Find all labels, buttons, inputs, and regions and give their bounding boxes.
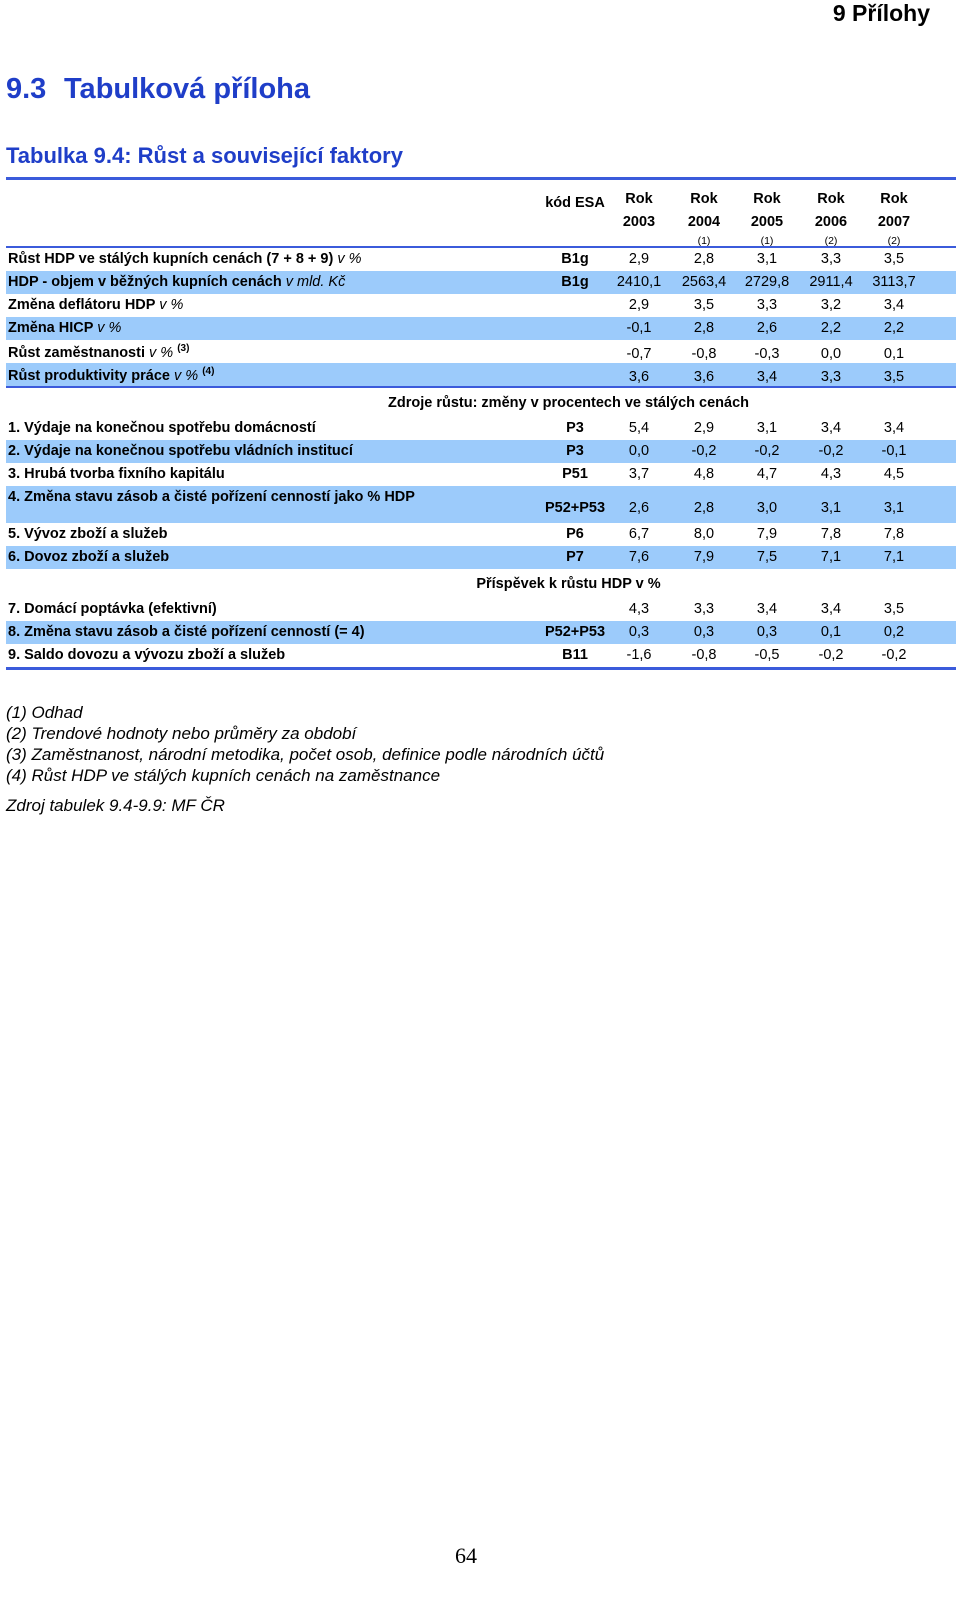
value-cell: 3,6 bbox=[693, 369, 715, 385]
value-cell: 2563,4 bbox=[681, 274, 727, 290]
row-unit: v mld. Kč bbox=[285, 274, 346, 290]
row-label-text: 6. Dovoz zboží a služeb bbox=[8, 549, 170, 565]
year-note: (1) bbox=[760, 235, 774, 247]
value-cell: 3,3 bbox=[693, 601, 715, 617]
footnote: (3) Zaměstnanost, národní metodika, počet osob, definice podle národních účtů bbox=[6, 745, 605, 764]
esa-code: P52+P53 bbox=[544, 624, 606, 640]
row-label bbox=[8, 274, 345, 290]
year-column-header bbox=[671, 188, 737, 248]
value-cell: 7,8 bbox=[883, 526, 905, 542]
value-cell: 3,6 bbox=[628, 369, 650, 385]
table-row bbox=[6, 248, 956, 271]
table-row bbox=[6, 621, 956, 644]
value-cell: 4,5 bbox=[883, 466, 905, 482]
value-cell: 3,0 bbox=[756, 500, 778, 516]
table-row bbox=[6, 463, 956, 486]
value-cell: 7,8 bbox=[820, 526, 842, 542]
esa-code: P6 bbox=[566, 526, 584, 542]
source-note: Zdroj tabulek 9.4-9.9: MF ČR bbox=[6, 796, 225, 815]
value-cell: 3,4 bbox=[820, 420, 842, 436]
row-label-text: Růst produktivity práce bbox=[8, 367, 170, 384]
row-label bbox=[8, 320, 121, 336]
value-cell: 3,1 bbox=[820, 500, 842, 516]
value-cell: 2,9 bbox=[693, 420, 715, 436]
main-indicators bbox=[6, 248, 956, 386]
esa-code: P7 bbox=[566, 549, 584, 565]
value-cell: 0,3 bbox=[756, 624, 778, 640]
value-cell: -0,2 bbox=[691, 443, 717, 459]
row-label bbox=[8, 297, 183, 313]
value-cell: 2,9 bbox=[628, 251, 650, 267]
year-note: (1) bbox=[697, 235, 711, 247]
value-cell: 7,9 bbox=[693, 549, 715, 565]
table-row bbox=[6, 317, 956, 340]
row-label bbox=[8, 443, 353, 459]
year-label: Rok bbox=[817, 191, 845, 207]
year-column-header bbox=[734, 188, 800, 248]
value-cell: -0,2 bbox=[818, 647, 844, 663]
row-label-text: Změna HICP bbox=[8, 320, 94, 336]
value-cell: 0,1 bbox=[883, 346, 905, 362]
row-label-text: Růst HDP ve stálých kupních cenách (7 + 8 + 9) bbox=[8, 251, 334, 267]
table-row bbox=[6, 363, 956, 386]
value-cell: 3,1 bbox=[756, 251, 778, 267]
value-cell: 0,3 bbox=[628, 624, 650, 640]
value-cell: 3,5 bbox=[883, 601, 905, 617]
row-unit: v % bbox=[97, 320, 122, 336]
value-cell: 4,7 bbox=[756, 466, 778, 482]
growth-sources bbox=[6, 417, 956, 569]
esa-code: B1g bbox=[561, 274, 589, 290]
year-value: 2005 bbox=[750, 214, 784, 230]
year-label: Rok bbox=[690, 191, 718, 207]
row-label bbox=[8, 624, 365, 640]
footnote: (4) Růst HDP ve stálých kupních cenách na zaměstnance bbox=[6, 766, 441, 785]
value-cell: -0,8 bbox=[691, 346, 717, 362]
row-label-text: 8. Změna stavu zásob a čisté pořízení cenností (= 4) bbox=[8, 624, 365, 640]
row-label-text: 9. Saldo dovozu a vývozu zboží a služeb bbox=[8, 647, 286, 663]
row-label bbox=[8, 489, 415, 505]
row-label-text: 2. Výdaje na konečnou spotřebu vládních institucí bbox=[8, 443, 353, 459]
value-cell: 2911,4 bbox=[809, 274, 853, 290]
section-title: Tabulková příloha bbox=[64, 73, 311, 105]
year-label: Rok bbox=[880, 191, 908, 207]
growth-table bbox=[6, 177, 956, 670]
value-cell: 8,0 bbox=[693, 526, 715, 542]
value-cell: 6,7 bbox=[628, 526, 650, 542]
row-label bbox=[8, 601, 217, 617]
table-row bbox=[6, 294, 956, 317]
sources-subheading bbox=[6, 388, 956, 417]
value-cell: 3,5 bbox=[883, 369, 905, 385]
year-label: Rok bbox=[625, 191, 653, 207]
row-label bbox=[8, 251, 362, 267]
row-label bbox=[8, 343, 189, 361]
value-cell: 7,1 bbox=[883, 549, 905, 565]
table-row bbox=[6, 417, 956, 440]
footnotes bbox=[6, 702, 604, 786]
value-cell: 3,2 bbox=[820, 297, 842, 313]
table-row bbox=[6, 598, 956, 621]
value-cell: 3113,7 bbox=[872, 274, 916, 290]
esa-code: P52+P53 bbox=[544, 500, 606, 516]
value-cell: -0,8 bbox=[691, 647, 717, 663]
value-cell: -0,1 bbox=[881, 443, 907, 459]
value-cell: -0,3 bbox=[754, 346, 780, 362]
row-unit: v % bbox=[173, 367, 199, 384]
table-row bbox=[6, 523, 956, 546]
year-column-header bbox=[861, 188, 927, 248]
table-row bbox=[6, 340, 956, 363]
contrib-subheading-text: Příspěvek k růstu HDP v % bbox=[476, 576, 661, 592]
year-note: (2) bbox=[887, 235, 901, 247]
row-label-text: HDP - objem v běžných kupních cenách bbox=[8, 274, 282, 290]
year-value: 2003 bbox=[622, 214, 656, 230]
value-cell: 3,4 bbox=[883, 297, 905, 313]
row-label-text: 5. Vývoz zboží a služeb bbox=[8, 526, 168, 542]
value-cell: -0,1 bbox=[626, 320, 652, 336]
value-cell: 2,8 bbox=[693, 320, 715, 336]
value-cell: 3,3 bbox=[820, 369, 842, 385]
value-cell: 7,5 bbox=[756, 549, 778, 565]
value-cell: 0,1 bbox=[820, 624, 842, 640]
row-unit: v % bbox=[149, 344, 174, 361]
value-cell: 3,5 bbox=[883, 251, 905, 267]
value-cell: -1,6 bbox=[626, 647, 652, 663]
value-cell: -0,2 bbox=[818, 443, 844, 459]
value-cell: 3,4 bbox=[883, 420, 905, 436]
table-row bbox=[6, 644, 956, 667]
value-cell: -0,2 bbox=[754, 443, 780, 459]
value-cell: 7,6 bbox=[628, 549, 650, 565]
year-column-header bbox=[798, 188, 864, 248]
sources-subheading-text: Zdroje růstu: změny v procentech ve stálých cenách bbox=[387, 395, 749, 411]
value-cell: -0,5 bbox=[754, 647, 780, 663]
footnote: (1) Odhad bbox=[6, 703, 83, 722]
row-label bbox=[8, 549, 169, 565]
gdp-contributions bbox=[6, 598, 956, 667]
esa-code: B1g bbox=[561, 251, 589, 267]
section-number: 9.3 bbox=[6, 73, 47, 105]
value-cell: 3,4 bbox=[756, 601, 778, 617]
value-cell: 3,1 bbox=[883, 500, 905, 516]
value-cell: 3,3 bbox=[820, 251, 842, 267]
row-label-text: Změna deflátoru HDP bbox=[8, 297, 156, 313]
value-cell: 2,2 bbox=[820, 320, 842, 336]
value-cell: 7,9 bbox=[756, 526, 778, 542]
table-header bbox=[6, 180, 956, 246]
value-cell: 3,4 bbox=[756, 369, 778, 385]
value-cell: 2,8 bbox=[693, 500, 715, 516]
value-cell: 2,9 bbox=[628, 297, 650, 313]
row-label-text: 1. Výdaje na konečnou spotřebu domácností bbox=[8, 420, 316, 436]
row-label-text: 4. Změna stavu zásob a čisté pořízení cenností jako % HDP bbox=[8, 489, 415, 505]
table-row bbox=[6, 486, 956, 523]
row-unit: v % bbox=[337, 251, 362, 267]
table-bottom-rule bbox=[6, 667, 956, 670]
value-cell: 4,3 bbox=[820, 466, 842, 482]
value-cell: 0,2 bbox=[883, 624, 905, 640]
value-cell: 3,1 bbox=[756, 420, 778, 436]
year-column-header bbox=[606, 188, 672, 234]
footnote: (2) Trendové hodnoty nebo průměry za období bbox=[6, 724, 357, 743]
table-title: Tabulka 9.4: Růst a související faktory bbox=[6, 143, 403, 168]
value-cell: 2729,8 bbox=[744, 274, 790, 290]
code-column-header: kód ESA bbox=[545, 195, 605, 211]
year-note: (2) bbox=[824, 235, 838, 247]
value-cell: 2,6 bbox=[756, 320, 778, 336]
year-label: Rok bbox=[753, 191, 781, 207]
row-footnote-ref: (4) bbox=[202, 366, 215, 377]
row-label-text: Růst zaměstnanosti bbox=[8, 344, 145, 361]
year-value: 2006 bbox=[814, 214, 848, 230]
row-label bbox=[8, 526, 168, 542]
table-row bbox=[6, 546, 956, 569]
esa-code: P51 bbox=[562, 466, 588, 482]
value-cell: -0,2 bbox=[881, 647, 907, 663]
row-label bbox=[8, 647, 285, 663]
year-value: 2004 bbox=[687, 214, 721, 230]
row-footnote-ref: (3) bbox=[177, 343, 190, 354]
section-heading bbox=[6, 73, 310, 106]
row-unit: v % bbox=[159, 297, 184, 313]
value-cell: 3,5 bbox=[693, 297, 715, 313]
value-cell: 0,0 bbox=[820, 346, 842, 362]
esa-code: B11 bbox=[562, 647, 588, 663]
table-row bbox=[6, 440, 956, 463]
row-label-text: 7. Domácí poptávka (efektivní) bbox=[8, 601, 217, 617]
year-value: 2007 bbox=[877, 214, 911, 230]
value-cell: 3,7 bbox=[628, 466, 650, 482]
esa-code: P3 bbox=[566, 420, 584, 436]
row-label bbox=[8, 466, 225, 482]
value-cell: 4,3 bbox=[628, 601, 650, 617]
table-row bbox=[6, 271, 956, 294]
value-cell: 2,6 bbox=[628, 500, 650, 516]
value-cell: 3,4 bbox=[820, 601, 842, 617]
value-cell: -0,7 bbox=[626, 346, 652, 362]
value-cell: 4,8 bbox=[693, 466, 715, 482]
value-cell: 0,3 bbox=[693, 624, 715, 640]
value-cell: 5,4 bbox=[628, 420, 650, 436]
contrib-subheading bbox=[6, 569, 956, 598]
value-cell: 2,8 bbox=[693, 251, 715, 267]
value-cell: 2410,1 bbox=[616, 274, 662, 290]
page-number: 64 bbox=[455, 1543, 477, 1568]
value-cell: 3,3 bbox=[756, 297, 778, 313]
chapter-heading: 9 Přílohy bbox=[832, 0, 930, 26]
row-label bbox=[8, 366, 214, 384]
value-cell: 7,1 bbox=[820, 549, 842, 565]
row-label bbox=[8, 420, 316, 436]
esa-code: P3 bbox=[566, 443, 584, 459]
value-cell: 2,2 bbox=[883, 320, 905, 336]
value-cell: 0,0 bbox=[628, 443, 650, 459]
row-label-text: 3. Hrubá tvorba fixního kapitálu bbox=[8, 466, 225, 482]
